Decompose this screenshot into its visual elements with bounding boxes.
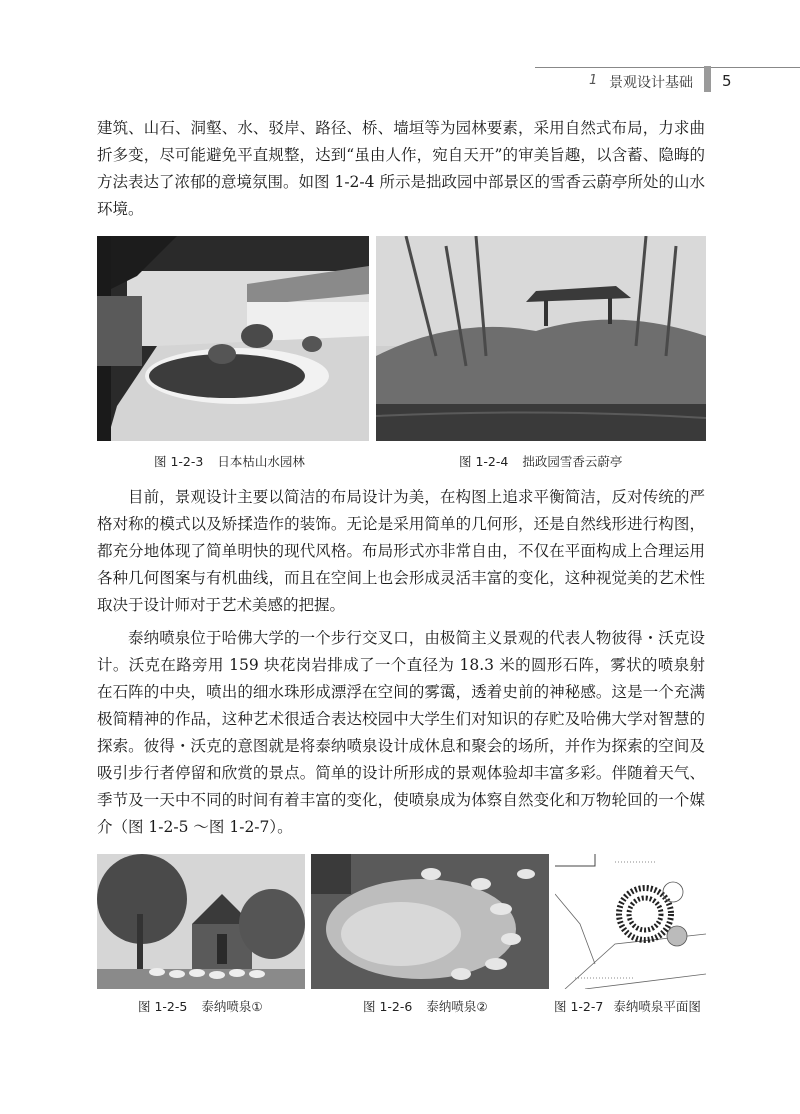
paragraph-modern-design: 目前，景观设计主要以简洁的布局设计为美，在构图上追求平衡简洁，反对传统的严格对称的模式以及矫揉造作的装饰。无论是采用简单的几何形，还是自然线形进行构图，都充分地体现了简单明快的现代风格。布局形式亦非常自由，不仅在平面构成上合理运用各种几何图案与有机曲线，而且在空间上也会形成灵活丰富的变化，这种视觉美的艺术性取决于设计师对于艺术美感的把握。 <box>97 488 705 614</box>
figure-number: 图 1-2-7 <box>554 999 604 1014</box>
header-divider-bar <box>704 66 711 92</box>
figure-1-2-6-caption <box>363 997 488 1015</box>
header-rule <box>535 67 800 68</box>
figure-number: 图 1-2-4 <box>459 454 509 469</box>
figure-number: 图 1-2-6 <box>363 999 413 1014</box>
header-chapter-mark: 1 <box>589 73 598 88</box>
figure-1-2-3-caption <box>154 452 305 470</box>
page-number: 5 <box>722 72 732 90</box>
figure-1-2-7-plan-drawing <box>555 854 706 989</box>
figure-1-2-4-photo <box>376 236 706 441</box>
figure-1-2-5-caption <box>138 997 263 1015</box>
figure-1-2-3-photo <box>97 236 369 441</box>
figure-title: 泰纳喷泉② <box>426 999 488 1014</box>
figure-title: 泰纳喷泉① <box>201 999 263 1014</box>
figure-number: 图 1-2-3 <box>154 454 204 469</box>
figure-title: 泰纳喷泉平面图 <box>613 999 701 1014</box>
figure-title: 拙政园雪香云蔚亭 <box>522 454 623 469</box>
header-title: 景观设计基础 <box>609 75 693 91</box>
figure-number: 图 1-2-5 <box>138 999 188 1014</box>
figure-1-2-7-caption <box>554 997 701 1015</box>
paragraph-continuation: 建筑、山石、洞壑、水、驳岸、路径、桥、墙垣等为园林要素，采用自然式布局，力求曲折多变，尽可能避免平直规整，达到“虽由人作，宛自天开”的审美旨趣，以含蓄、隐晦的方法表达了浓郁的意境氛围。如图 1-2-4 所示是拙政园中部景区的雪香云蔚亭所处的山水环境。 <box>97 119 705 218</box>
figure-1-2-5-photo <box>97 854 305 989</box>
figure-1-2-4-caption <box>459 452 622 470</box>
figure-1-2-6-photo <box>311 854 549 989</box>
figure-title: 日本枯山水园林 <box>217 454 305 469</box>
paragraph-tanner-fountain: 泰纳喷泉位于哈佛大学的一个步行交叉口，由极简主义景观的代表人物彼得・沃克设计。沃克在路旁用 159 块花岗岩排成了一个直径为 18.3 米的圆形石阵，雾状的喷泉射在石阵的中央，喷出的细水珠形成漂浮在空间的雾霭，透着史前的神秘感。这是一个充满极简精神的作品，这种艺术很适合表达校园中大学生们对知识的存贮及哈佛大学对智慧的探索。彼得・沃克的意图就是将泰纳喷泉设计成休息和聚会的场所，并作为探索的空间及吸引步行者停留和欣赏的景点。简单的设计所形成的景观体验却丰富多彩。伴随着天气、季节及一天中不同的时间有着丰富的变化，使喷泉成为体察自然变化和万物轮回的一个媒介（图 1-2-5 ～图 1-2-7）。 <box>97 629 705 836</box>
